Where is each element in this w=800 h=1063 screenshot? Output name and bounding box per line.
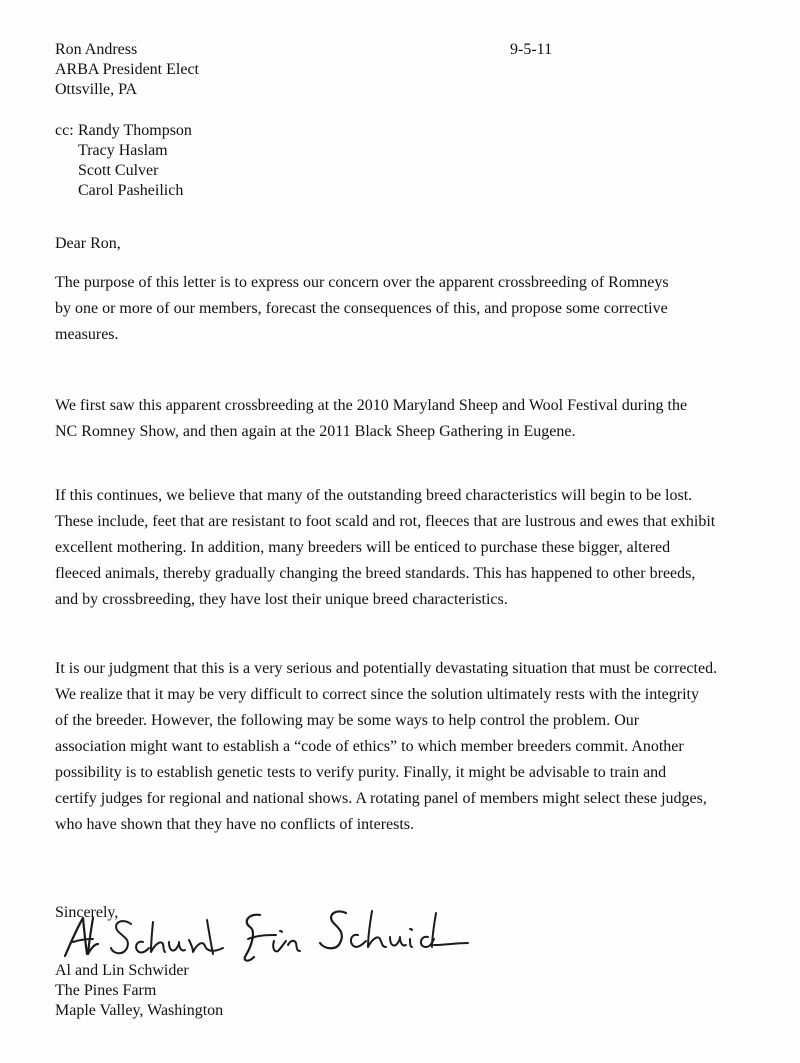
paragraph-line: The purpose of this letter is to express our concern over the apparent crossbreeding of Romneys xyxy=(55,274,669,291)
body-paragraph xyxy=(55,396,687,448)
cc-name: Randy Thompson xyxy=(78,122,192,139)
cc-name: Carol Pasheilich xyxy=(78,182,184,199)
paragraph-line: We realize that it may be very difficult to correct since the solution ultimately rests with the integrity xyxy=(55,686,699,703)
paragraph-line: by one or more of our members, forecast the consequences of this, and propose some corrective xyxy=(55,300,668,317)
signer-location: Maple Valley, Washington xyxy=(55,1002,224,1019)
paragraph-line: possibility is to establish genetic tests to verify purity. Finally, it might be advisable to train and xyxy=(55,764,667,781)
paragraph-line: NC Romney Show, and then again at the 2011 Black Sheep Gathering in Eugene. xyxy=(55,423,576,440)
signer-farm: The Pines Farm xyxy=(55,982,157,999)
paragraph-line: These include, feet that are resistant to foot scald and rot, fleeces that are lustrous and ewes that exhibit xyxy=(55,513,716,530)
paragraph-line: of the breeder. However, the following may be some ways to help control the problem. Our xyxy=(55,712,640,729)
paragraph-line: We first saw this apparent crossbreeding at the 2010 Maryland Sheep and Wool Festival during the xyxy=(55,397,688,414)
signer-block xyxy=(55,961,223,1021)
paragraph-line: It is our judgment that this is a very serious and potentially devastating situation that must be corrected. xyxy=(55,660,718,677)
sender-address-block xyxy=(55,40,199,100)
signature-al xyxy=(57,914,227,960)
cc-list xyxy=(78,121,192,201)
paragraph-line: association might want to establish a “code of ethics” to which member breeders commit. Another xyxy=(55,738,684,755)
paragraph-line: who have shown that they have no conflicts of interests. xyxy=(55,816,415,833)
paragraph-line: excellent mothering. In addition, many breeders will be enticed to purchase these bigger, altered xyxy=(55,539,671,556)
body-paragraph xyxy=(55,659,717,841)
paragraph-line: fleeced animals, thereby gradually changing the breed standards. This has happened to other breeds, xyxy=(55,565,696,582)
paragraph-line: certify judges for regional and national shows. A rotating panel of members might select these judges, xyxy=(55,790,707,807)
closing: Sincerely, xyxy=(55,904,119,921)
cc-name: Scott Culver xyxy=(78,162,159,179)
body-paragraph xyxy=(55,273,669,351)
paragraph-line: and by crossbreeding, they have lost their unique breed characteristics. xyxy=(55,591,508,608)
sender-title: ARBA President Elect xyxy=(55,61,199,78)
signature-lin xyxy=(238,905,470,967)
body-paragraph xyxy=(55,486,715,616)
sender-name: Ron Andress xyxy=(55,41,138,58)
paragraph-line: measures. xyxy=(55,326,119,343)
cc-name: Tracy Haslam xyxy=(78,142,168,159)
letter-date: 9-5-11 xyxy=(510,41,553,58)
paragraph-line: If this continues, we believe that many of the outstanding breed characteristics will begin to be lost. xyxy=(55,487,693,504)
cc-label: cc: xyxy=(55,122,74,139)
sender-location: Ottsville, PA xyxy=(55,81,138,98)
salutation: Dear Ron, xyxy=(55,235,121,252)
signer-names: Al and Lin Schwider xyxy=(55,962,189,979)
